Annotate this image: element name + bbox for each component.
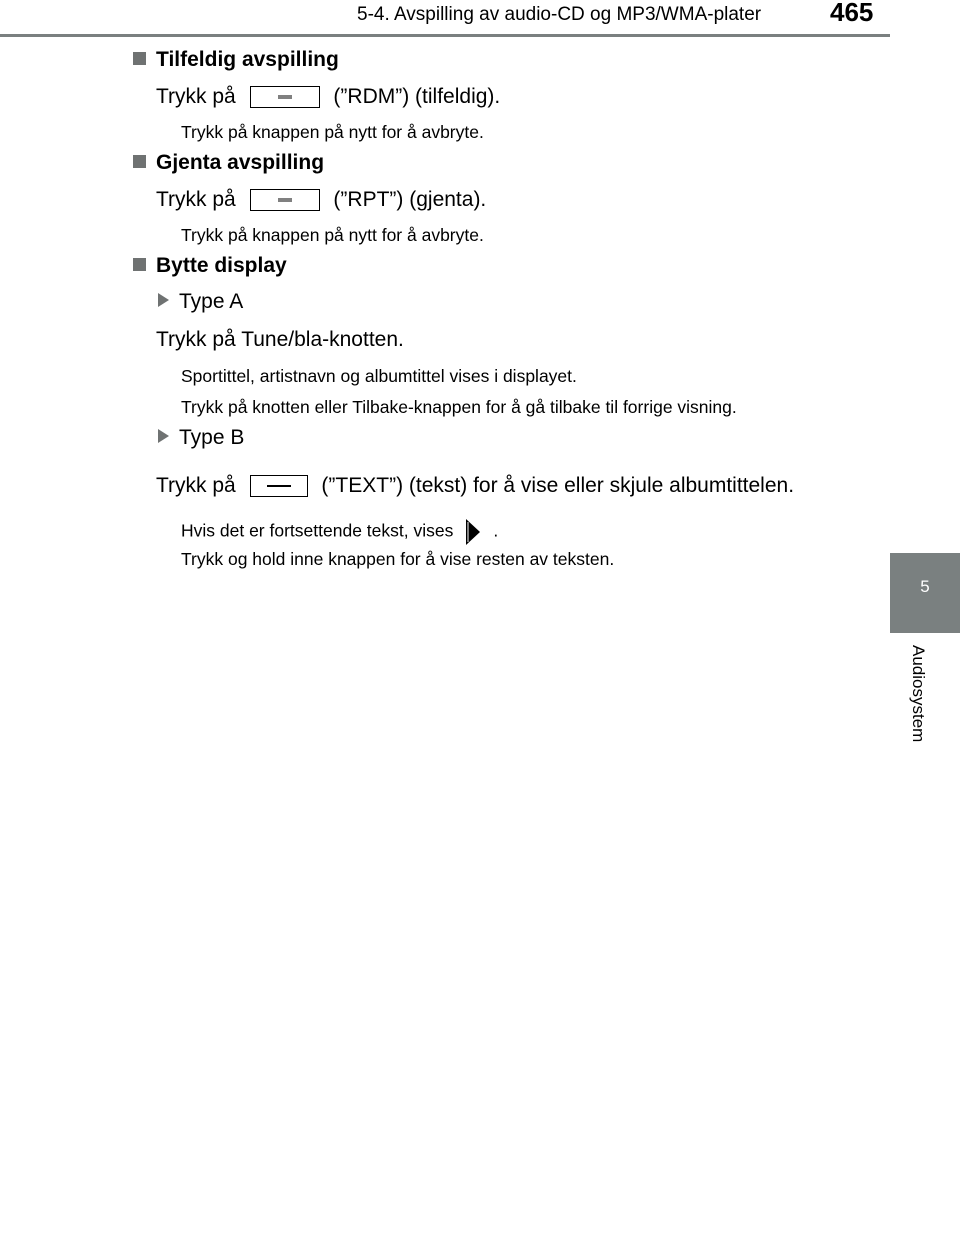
square-bullet-icon — [133, 258, 146, 271]
rdm-button-icon — [250, 86, 320, 108]
square-bullet-icon — [133, 52, 146, 65]
note-type-a-1: Sportittel, artistnavn og albumtittel vises i displayet. — [181, 366, 577, 386]
instruction-type-a: Trykk på Tune/bla-knotten. — [156, 328, 404, 351]
note-random: Trykk på knappen på nytt for å avbryte. — [181, 122, 484, 142]
note-type-b-1: Hvis det er fortsettende tekst, vises . — [181, 518, 498, 546]
rpt-button-icon — [250, 189, 320, 211]
header-divider — [0, 34, 890, 37]
note-type-b-2: Trykk og hold inne knappen for å vise resten av teksten. — [181, 549, 615, 569]
type-a-label: Type A — [158, 290, 243, 314]
heading-random: Tilfeldig avspilling — [133, 48, 339, 72]
more-text-arrow-icon — [463, 518, 483, 546]
triangle-bullet-icon — [158, 293, 169, 307]
chapter-tab — [890, 553, 960, 633]
instruction-random: Trykk på (”RDM”) (tilfeldig). — [156, 85, 501, 108]
text-button-icon — [250, 475, 308, 497]
heading-repeat: Gjenta avspilling — [133, 151, 324, 175]
square-bullet-icon — [133, 155, 146, 168]
triangle-bullet-icon — [158, 429, 169, 443]
note-repeat: Trykk på knappen på nytt for å avbryte. — [181, 225, 484, 245]
type-b-label: Type B — [158, 426, 244, 450]
chapter-label: Audiosystem — [909, 645, 928, 743]
heading-display: Bytte display — [133, 254, 287, 278]
chapter-number: 5 — [920, 577, 930, 596]
instruction-repeat: Trykk på (”RPT”) (gjenta). — [156, 188, 487, 211]
note-type-a-2: Trykk på knotten eller Tilbake-knappen for å gå tilbake til forrige visning. — [181, 397, 737, 417]
instruction-type-b: Trykk på (”TEXT”) (tekst) for å vise eller skjule albumtittelen. — [156, 474, 795, 497]
section-title: 5-4. Avspilling av audio-CD og MP3/WMA-plater — [357, 4, 762, 25]
page-number: 465 — [830, 0, 874, 27]
